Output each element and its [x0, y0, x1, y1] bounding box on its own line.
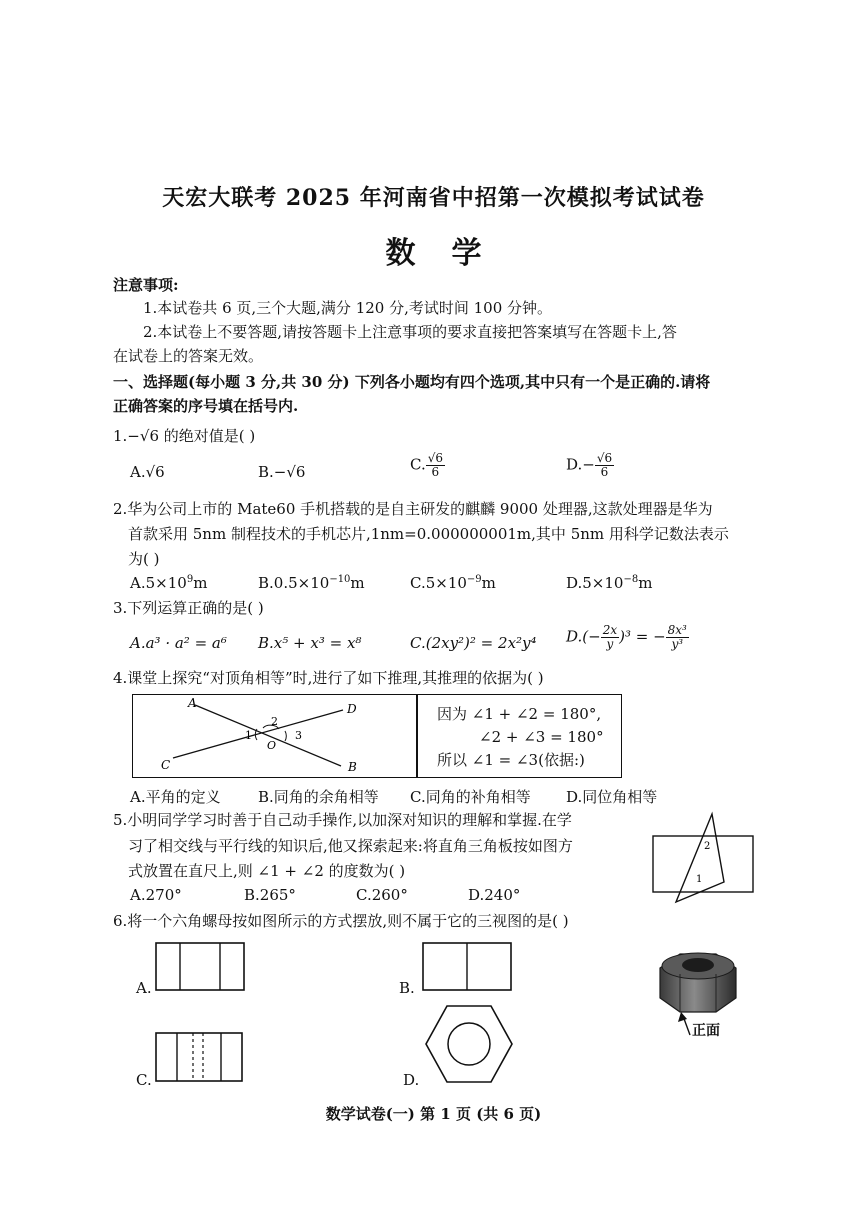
q6-option-b-view [422, 942, 514, 992]
label-A: A [188, 696, 197, 710]
q2-b-base: B.0.5×10 [258, 574, 330, 592]
label-C: C [161, 758, 171, 772]
q1-c-numerator: √6 [427, 451, 443, 465]
q2-a-unit: m [193, 574, 208, 592]
q2-option-c [410, 574, 496, 592]
view-a-outline [156, 943, 244, 990]
q3-option-c: C.(2xy²)² = 2x²y⁴ [410, 634, 537, 652]
exam-title: 天宏大联考 2025 年河南省中招第一次模拟考试试卷 [162, 185, 705, 211]
q3-d-fraction-1 [601, 624, 619, 651]
notice-item-1: 1.本试卷共 6 页,三个大题,满分 120 分,考试时间 100 分钟。 [143, 299, 553, 317]
q2-a-exponent: 9 [186, 574, 194, 585]
q6-option-d-view [424, 1004, 514, 1084]
q4-option-c: C.同角的补角相等 [410, 788, 531, 806]
q3-d-middle: )³ = − [619, 627, 666, 646]
q2-b-unit: m [350, 574, 365, 592]
q1-option-b: B.−√6 [258, 463, 306, 481]
q2-option-d [566, 574, 652, 592]
nut-hole [682, 958, 714, 972]
q2-option-a [130, 574, 207, 592]
q1-c-fraction [426, 452, 445, 479]
q5-ruler-triangle-figure [650, 810, 760, 906]
q2-a-base: A.5×10 [130, 574, 187, 592]
question-6-stem: 6.将一个六角螺母按如图所示的方式摆放,则不属于它的三视图的是( ) [113, 912, 569, 930]
q1-d-numerator: √6 [596, 451, 613, 465]
q2-c-exponent: −9 [466, 574, 482, 585]
q1-c-denominator: 6 [431, 465, 440, 479]
q3-d-prefix: D.(− [566, 627, 601, 646]
q1-tail: 的绝对值是( ) [159, 427, 256, 445]
ruler [653, 836, 753, 892]
label-3: 3 [295, 729, 302, 742]
label-B: B [348, 760, 357, 774]
q6-option-d-label: D. [403, 1071, 420, 1089]
q3-d-numerator-2: 8x³ [667, 623, 687, 637]
q3-d-numerator-1: 2x [602, 623, 618, 637]
q1-d-label: D.− [566, 455, 595, 474]
q5-label-2: 2 [704, 841, 711, 852]
right-triangle [676, 814, 724, 902]
q4-intersecting-lines-figure [133, 695, 416, 777]
q1-radical: √6 [139, 427, 159, 445]
q4-option-a: A.平角的定义 [130, 788, 221, 806]
q3-d-denominator-1: y [606, 637, 614, 651]
q4-reason-line-1: 因为 ∠1 + ∠2 = 180°, [437, 705, 602, 723]
q6-option-c-view [155, 1032, 247, 1084]
q3-option-d [566, 624, 689, 651]
q1-option-c [410, 452, 445, 479]
q2-b-exponent: −10 [329, 574, 351, 585]
question-2-line-2: 首款采用 5nm 制程技术的手机芯片,1nm=0.000000001m,其中 5nm 用科学记数法表示 [128, 525, 729, 543]
question-5-line-1: 5.小明同学学习时善于自己动手操作,以加深对知识的理解和掌握.在学 [113, 811, 572, 829]
q1-d-fraction [595, 452, 614, 479]
question-5-line-3: 式放置在直尺上,则 ∠1 + ∠2 的度数为( ) [128, 862, 406, 880]
question-2-line-3: 为( ) [128, 550, 160, 568]
q5-option-b: B.265° [244, 886, 296, 904]
q3-option-b: B.x⁵ + x³ = x⁸ [258, 634, 362, 652]
label-1: 1 [245, 729, 252, 742]
front-view-label: 正面 [692, 1023, 720, 1039]
page-footer: 数学试卷(一) 第 1 页 (共 6 页) [325, 1105, 542, 1123]
q6-option-a-label: A. [136, 979, 152, 997]
question-2-line-1: 2.华为公司上市的 Mate60 手机搭载的是自主研发的麒麟 9000 处理器,这款处理器是华为 [113, 500, 713, 518]
label-2: 2 [271, 715, 278, 728]
label-O: O [267, 739, 277, 752]
question-4-stem: 4.课堂上探究“对顶角相等”时,进行了如下推理,其推理的依据为( ) [113, 669, 544, 687]
q1-d-denominator: 6 [600, 465, 609, 479]
q5-label-1: 1 [696, 874, 703, 885]
q4-option-b: B.同角的余角相等 [258, 788, 379, 806]
notice-heading: 注意事项: [113, 276, 179, 294]
q4-option-d: D.同位角相等 [566, 788, 658, 806]
q2-d-base: D.5×10 [566, 574, 624, 592]
q2-c-unit: m [481, 574, 496, 592]
view-d-hole [448, 1023, 490, 1065]
q3-option-a: A.a³ · a² = a⁶ [130, 634, 227, 652]
label-D: D [347, 702, 357, 716]
notice-item-2-line-2: 在试卷上的答案无效。 [113, 347, 264, 365]
q2-d-exponent: −8 [623, 574, 639, 585]
section-1-instruction-line-2: 正确答案的序号填在括号内. [113, 397, 299, 415]
q1-minus: 1.− [113, 427, 140, 445]
subject-title: 数学 [385, 236, 518, 271]
q3-d-denominator-2: y³ [671, 637, 684, 651]
q6-option-b-label: B. [399, 979, 415, 997]
q5-option-c: C.260° [356, 886, 408, 904]
question-5-line-2: 习了相交线与平行线的知识后,他又探索起来:将直角三角板按如图方 [128, 837, 573, 855]
q4-figure-divider [416, 695, 418, 777]
q1-option-d [566, 452, 614, 479]
view-c-outline [156, 1033, 242, 1081]
q3-d-fraction-2 [666, 624, 689, 651]
q2-d-unit: m [638, 574, 653, 592]
q1-c-label: C. [410, 455, 426, 474]
q5-option-d: D.240° [468, 886, 521, 904]
front-arrow-head [678, 1012, 687, 1022]
question-1-stem [113, 426, 255, 446]
q5-option-a: A.270° [130, 886, 182, 904]
section-1-instruction-line-1: 一、选择题(每小题 3 分,共 30 分) 下列各小题均有四个选项,其中只有一个是正确的.请将 [113, 373, 711, 391]
q2-c-base: C.5×10 [410, 574, 467, 592]
angle-3-arc [285, 731, 286, 741]
q4-figure-box [132, 694, 622, 778]
q4-reason-line-2: ∠2 + ∠3 = 180° [479, 728, 604, 746]
question-3-stem: 3.下列运算正确的是( ) [113, 599, 264, 617]
q2-option-b [258, 574, 365, 592]
q4-reason-line-3: 所以 ∠1 = ∠3(依据:) [437, 751, 585, 769]
line-AB [195, 705, 341, 766]
view-d-hexagon [426, 1006, 512, 1082]
line-CD [173, 710, 343, 758]
q1-option-a: A.√6 [130, 463, 165, 481]
notice-item-2-line-1: 2.本试卷上不要答题,请按答题卡上注意事项的要求直接把答案填写在答题卡上,答 [143, 323, 677, 341]
q6-option-a-view [155, 942, 247, 992]
q6-option-c-label: C. [136, 1071, 152, 1089]
